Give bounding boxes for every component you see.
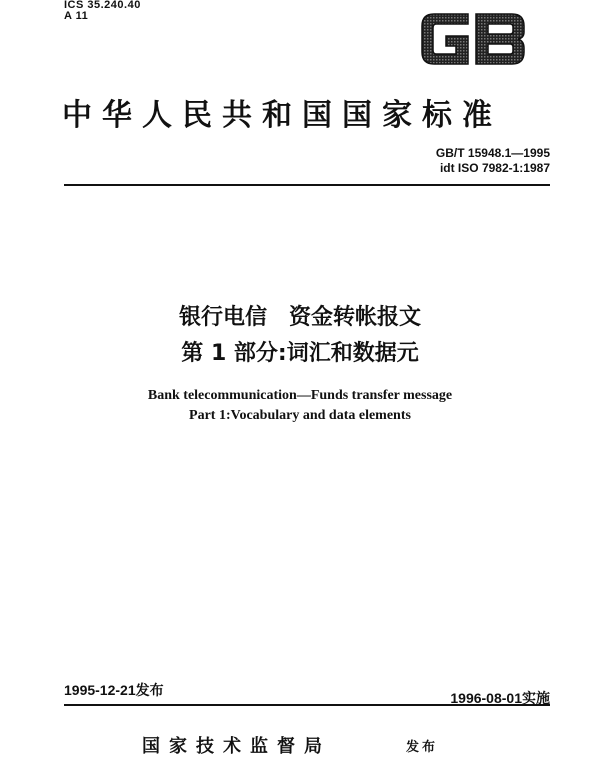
gb-logo — [418, 8, 530, 70]
equivalent-standard: idt ISO 7982-1:1987 — [439, 161, 550, 175]
issuer: 国家技术监督局 — [142, 736, 331, 757]
standard-number: GB/T 15948.1—1995 — [435, 146, 550, 160]
document-title-zh — [0, 300, 600, 372]
header-divider — [64, 184, 550, 186]
footer-divider — [64, 704, 550, 706]
issue-label: 发布 — [135, 682, 164, 698]
ccs-code: A 11 — [64, 10, 89, 22]
implementation-label: 实施 — [522, 690, 550, 706]
implementation-date: 1996-08-01 — [450, 690, 522, 706]
standard-type: 中华人民共和国国家标准 — [62, 98, 502, 133]
title-en-line1: Bank telecommunication—Funds transfer message — [147, 388, 453, 403]
standard-codes — [370, 146, 550, 176]
issue-date: 1995-12-21 — [64, 682, 136, 698]
gb-logo-icon — [418, 8, 530, 70]
title-zh-line2: 第 1 部分:词汇和数据元 — [181, 341, 419, 366]
title-en-line2: Part 1:Vocabulary and data elements — [189, 408, 411, 423]
classification-codes — [64, 0, 141, 22]
document-title-en — [0, 386, 600, 426]
publish-label: 发布 — [406, 740, 439, 755]
title-zh-line1: 银行电信 资金转帐报文 — [178, 305, 421, 330]
issue-date-block — [64, 680, 164, 700]
ics-code: ICS 35.240.40 — [64, 0, 141, 11]
